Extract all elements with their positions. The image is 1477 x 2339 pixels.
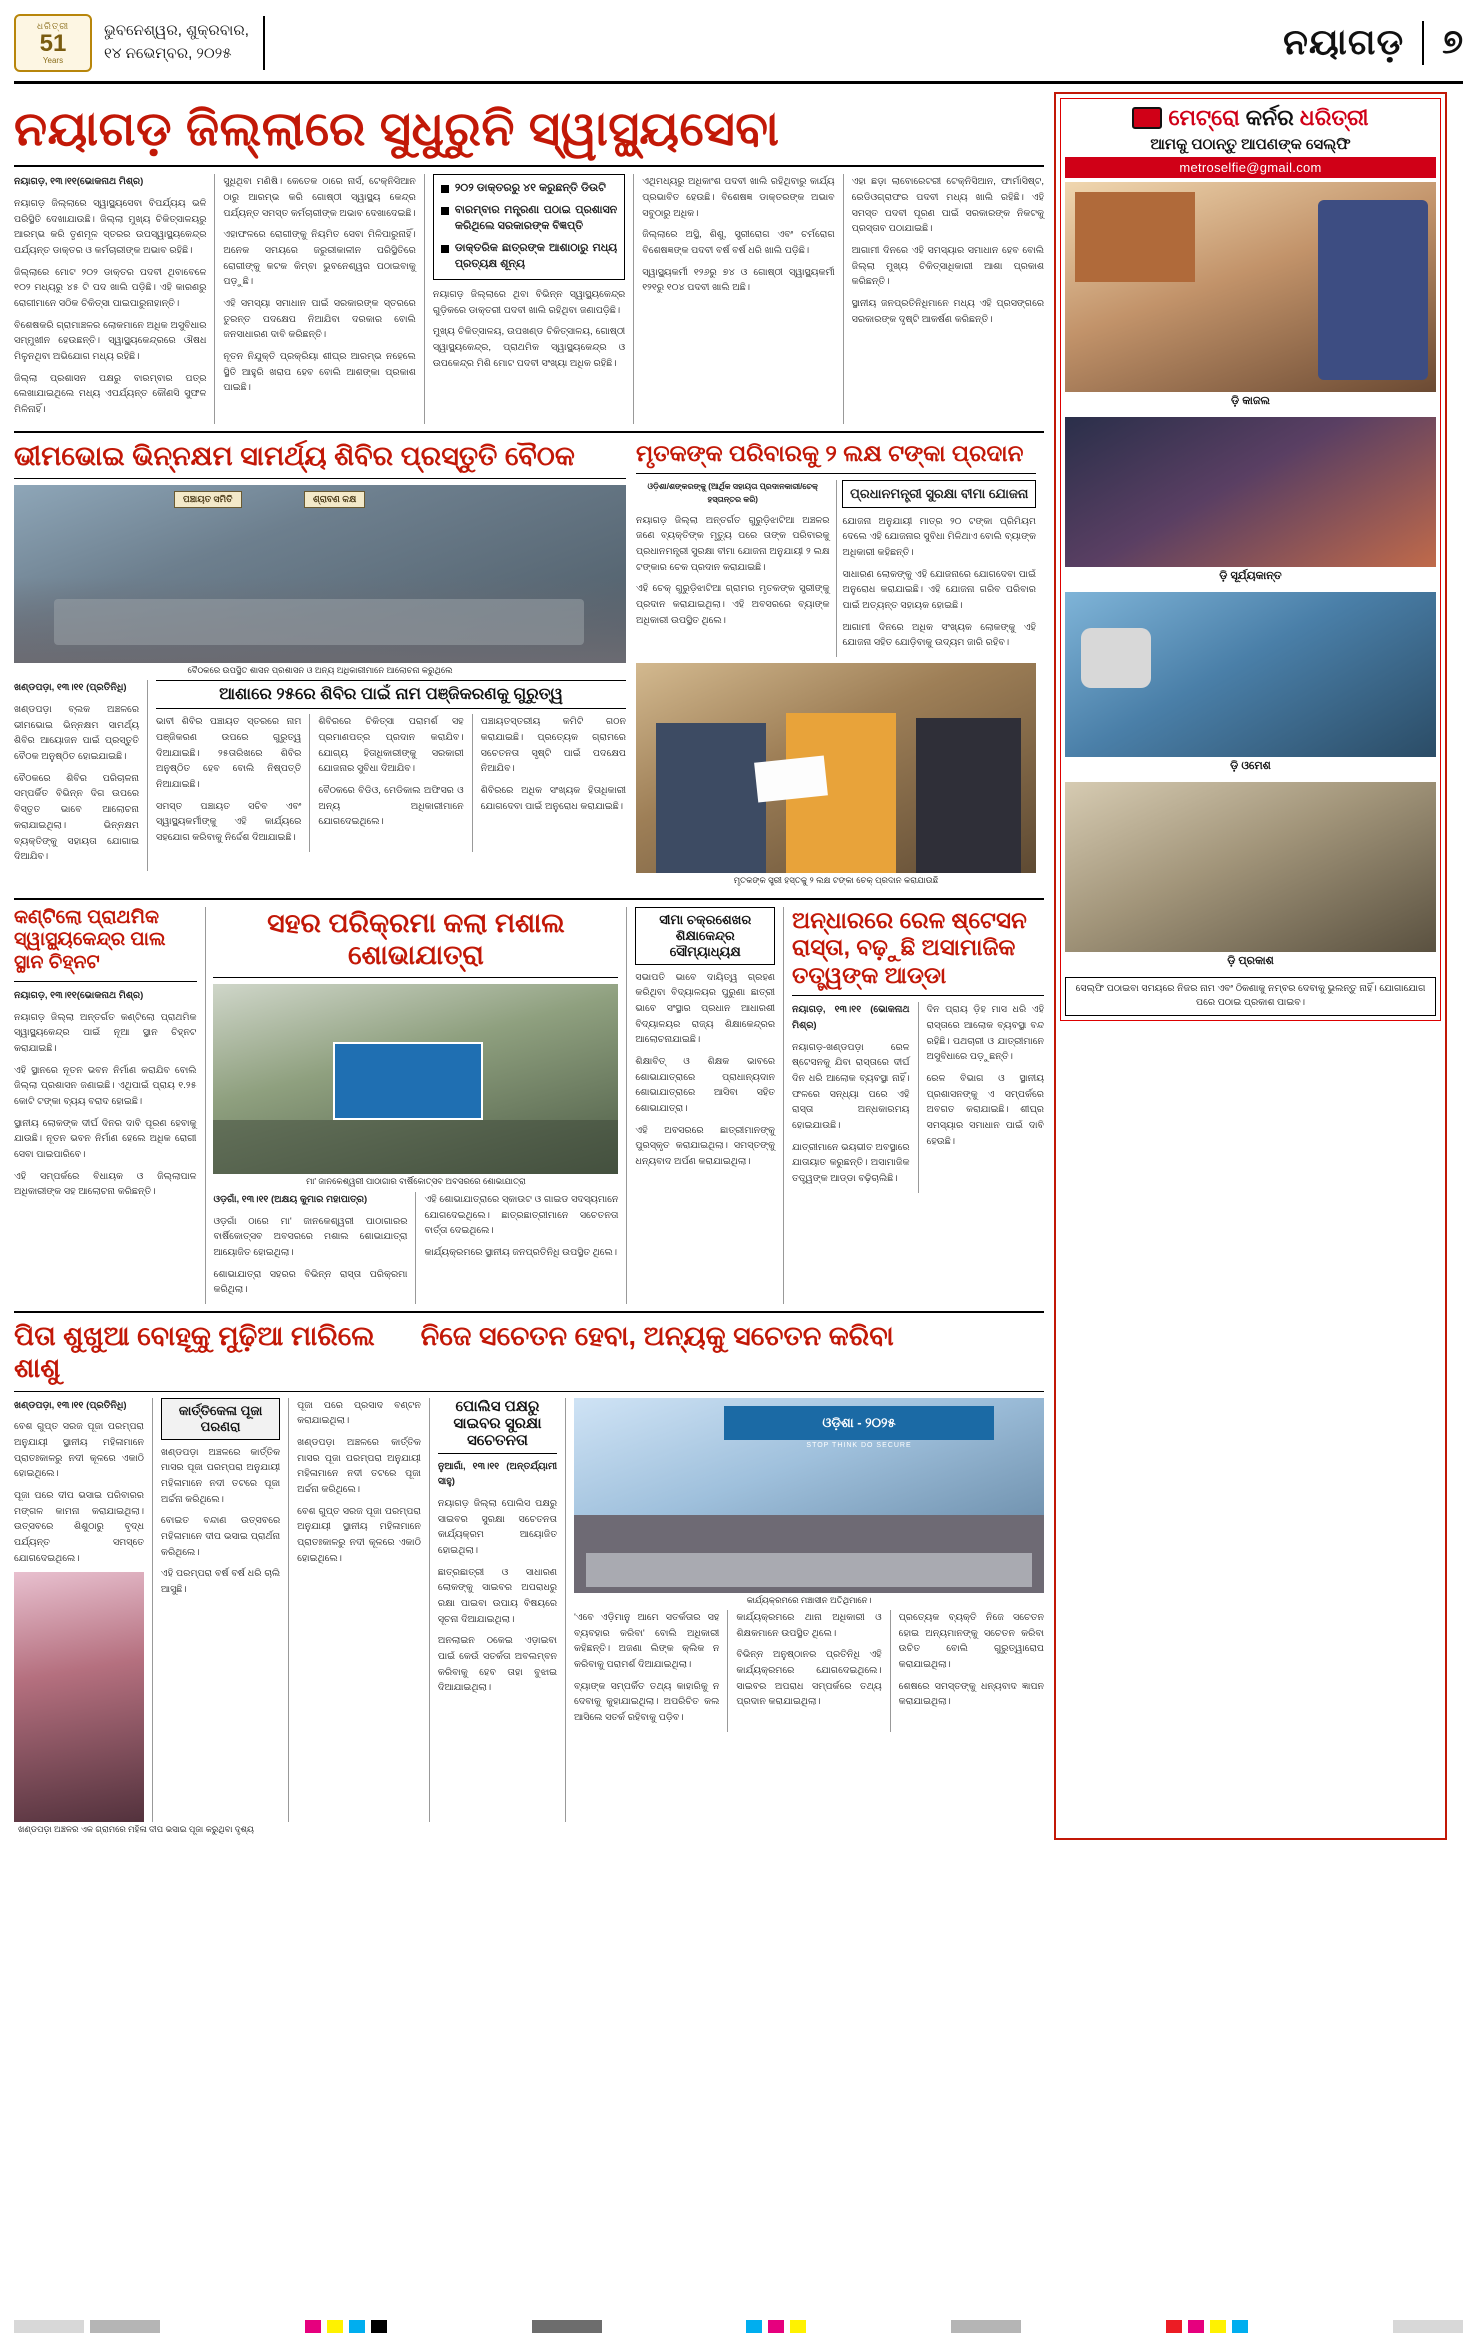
lead-col-4 [642,174,834,423]
asha-col-2 [318,714,463,851]
swatch-yellow [327,2320,343,2333]
parikrama-text [213,1192,618,1304]
lead-para: ସୁଧିଥିବା ମଣିଷି। କେତେକ ଠାରେ ନାର୍ସ, ଟେକ୍ନିସିଆନ ଠାରୁ ଆରମ୍ଭ କରି ଗୋଷ୍ଠୀ ସ୍ୱାସ୍ଥ୍ୟ କେନ୍ଦ୍ର ପର୍ଯ୍ୟନ୍ତ ସମସ୍ତ କର୍ମଚାରୀଙ୍କ ଅଭାବ ଦେଖାଦେଇଛି। [223,176,416,219]
compensation-para: ଆଗାମୀ ଦିନରେ ଅଧିକ ସଂଖ୍ୟକ ଲୋକଙ୍କୁ ଏହି ଯୋଜନା ସହିତ ଯୋଡ଼ିବାକୁ ଉଦ୍ୟମ ଜାରି ରହିବ। [842,621,1036,649]
masthead-divider [1422,21,1424,65]
bhimbhoi-photo [14,485,626,663]
ad-brand-row [1065,103,1436,134]
police-dateline: ନୁଆଗାଁ, ୧୩।୧୧ (ଅନ୍ତର୍ଯ୍ୟାମୀ ସାହୁ) [437,1460,558,1488]
compensation-para: ସାଧାରଣ ଲୋକଙ୍କୁ ଏହି ଯୋଜନାରେ ଯୋଗଦେବା ପାଇଁ ଅନୁରୋଧ କରାଯାଇଛି। ଏହି ଯୋଜନା ଗରିବ ପରିବାର ପାଇଁ ଅତ୍ୟନ୍ତ ସହାୟକ ହୋଇଛି। [842,568,1036,612]
column-rule [626,907,627,1304]
key-points-box [433,174,625,280]
section-divider [14,981,197,982]
selfie-caption-1: ଡ଼ି କାଜଲ [1230,395,1270,407]
asha-para: ସମସ୍ତ ପଞ୍ଚାୟତ ସଚିବ ଏବଂ ସ୍ୱାସ୍ଥ୍ୟକର୍ମୀଙ୍କୁ ଏହି କାର୍ଯ୍ୟରେ ସହଯୋଗ କରିବାକୁ ନିର୍ଦ୍ଦେଶ ଦିଆଯାଇଛି। [156,800,302,844]
police-para: 'ଏବେ ଏଡ଼ିମାନୁ ଆମେ ସତର୍କତାର ସହ ବ୍ୟବହାର କରିବା' ବୋଲି ଅଧିକାରୀ କହିଛନ୍ତି। ଅଜଣା ଲିଙ୍କ କ୍ଲିକ ନ କରିବାକୁ ପରାମର୍ଶ ଦିଆଯାଇଥିଲା। [574,1612,720,1671]
column-rule [727,1610,728,1732]
seema-para: ସଭାପତି ଭାବେ ଦାୟିତ୍ୱ ଗ୍ରହଣ କରିଥିବା ବିଦ୍ୟାଳୟର ପୁରୁଣା ଛାତ୍ରୀ ଭାବେ ସଂସ୍ଥାର ପ୍ରଧାନ ଆଧାରଶୀ ବିଦ୍ୟାଳୟର ରାଜ୍ୟ ଶିକ୍ଷାକେନ୍ଦ୍ରର ଆଲୋଚନାଯାଇଛି। [635,971,776,1046]
lead-dateline: ନୟାଗଡ଼, ୧୩।୧୧(ଭୋକନାଥ ମିଶ୍ର) [14,176,144,188]
kanjilo-text [14,988,197,1200]
kartika-para: ଏହି ପରମ୍ପରା ବର୍ଷ ବର୍ଷ ଧରି ଚାଲି ଆସୁଛି। [160,1568,281,1596]
seema-block [635,907,775,1304]
column-rule [205,907,206,1304]
compensation-subheads [636,480,1036,657]
ad-word-dharitri: ଧରିତ୍ରୀ [1299,105,1369,130]
column-rule [147,680,148,870]
column-rule [152,1398,153,1823]
lead-para: ବିଶେଷକରି ଗ୍ରାମାଞ୍ଚଳର ଲୋକମାନେ ଅଧିକ ଅସୁବିଧାର ସମ୍ମୁଖୀନ ହେଉଛନ୍ତି। ସ୍ୱାସ୍ଥ୍ୟକେନ୍ଦ୍ରରେ ଔଷଧ ମିଳୁନଥିବା ଅଭିଯୋଗ ମଧ୍ୟ ରହିଛି। [14,319,207,362]
column-rule [565,1398,566,1823]
rail-para: ନୟାଗଡ଼-ଖଣ୍ଡପଡ଼ା ରେଳ ଷ୍ଟେସନକୁ ଯିବା ରାସ୍ତାରେ ଦୀର୍ଘ ଦିନ ଧରି ଆଲୋକ ବ୍ୟବସ୍ଥା ନାହିଁ। ଫଳରେ ସନ୍ଧ୍ୟା ପରେ ଏହି ରାସ୍ତା ଅନ୍ଧକାରମୟ ହୋଇଯାଉଛି। [792,1041,910,1132]
row-two [14,440,1044,891]
key-point [441,181,617,197]
kartika-box [161,1398,280,1823]
rail-para: ଦିନ ପ୍ରାୟ ଡ଼ିହ ମାସ ଧରି ଏହି ରାସ୍ତାରେ ଆଲୋକ ବ୍ୟବସ୍ଥା ବନ୍ଦ ରହିଛି। ପଥଚାରୀ ଓ ଯାତ୍ରୀମାନେ ଅସୁବିଧାରେ ପଡ଼ୁଛନ୍ତି। [926,1004,1045,1063]
page-body [14,92,1463,1840]
masthead-dateline [104,16,265,70]
swatch-cyan-3 [1232,2320,1248,2333]
bhimbhoi-col-1 [14,680,139,870]
police-para: ଛାତ୍ରଛାତ୍ରୀ ଓ ସାଧାରଣ ଲୋକଙ୍କୁ ସାଇବର ଅପରାଧରୁ ରକ୍ଷା ପାଇବା ଉପାୟ ବିଷୟରେ ସୂଚନା ଦିଆଯାଇଥିଲା। [437,1566,558,1625]
compensation-para: ନୟାଗଡ଼ ଜିଲ୍ଲା ଅନ୍ତର୍ଗତ ଗୁରୁଡ଼ିଝାଟିଆ ଅଞ୍ଚଳର ଜଣେ ବ୍ୟକ୍ତିଙ୍କ ମୃତ୍ୟୁ ପରେ ତାଙ୍କ ପରିବାରକୁ ପ୍ରଧାନମନ୍ତ୍ରୀ ସୁରକ୍ଷା ବୀମା ଯୋଜନା ଅନୁଯାୟୀ ୨ ଲକ୍ଷ ଟଙ୍କାର ଚେକ ପ୍ରଦାନ କରାଯାଇଛି। [636,514,830,573]
ad-submission-note: ସେଲ୍ଫି ପଠାଇବା ସମୟରେ ନିଜର ନାମ ଏବଂ ଠିକଣାକୁ ନମ୍ବର ଦେବାକୁ ଭୁଲନ୍ତୁ ନାହିଁ। ଯୋଗାଯୋଗ ପରେ ପଠାଇ ପ୍ରକାଶ ପାଇବ। [1065,977,1436,1016]
column-rule [836,480,837,657]
kanjilo-para: ଏହି ସମ୍ପର୍କରେ ବିଧାୟକ ଓ ଜିଲ୍ଲାପାଳ ଅଧିକାରୀଙ୍କ ସହ ଆଲୋଚନା କରିଛନ୍ତି। [14,1170,197,1198]
pita-dateline: ଖଣ୍ଡପଡ଼ା, ୧୩।୧୧ (ପ୍ରତିନିଧି) [14,1399,127,1411]
compensation-scheme-badge: ପ୍ରଧାନମନ୍ତ୍ରୀ ସୁରକ୍ଷା ବୀମା ଯୋଜନା [842,480,1036,508]
seema-para: ଏହି ଅବସରରେ ଛାତ୍ରୀମାନଙ୍କୁ ପୁରସ୍କୃତ କରାଯାଇଥିଲା। ସମସ୍ତଙ୍କୁ ଧନ୍ୟବାଦ ଅର୍ପଣ କରାଯାଇଥିଲା। [635,1124,776,1167]
kanjilo-block [14,907,197,1304]
column-rule [472,714,473,851]
police-photo-block [574,1398,1044,1823]
board-label-2: ଶ୍ରାବଣ କକ୍ଷ [304,491,365,508]
police-para: ନୟାଗଡ଼ ଜିଲ୍ଲା ପୋଲିସ ପକ୍ଷରୁ ସାଇବର ସୁରକ୍ଷା ସଚେତନତା କାର୍ଯ୍ୟକ୍ରମ ଆୟୋଜିତ ହୋଇଥିଲା। [437,1497,558,1556]
grey-patch-mid-2 [951,2320,1021,2333]
ad-header [1060,98,1441,1021]
key-point-text: ୨୦୨ ଡାକ୍ତରରୁ ୪୧ କରୁଛନ୍ତି ଡିଉଟି [454,182,606,195]
compensation-para: ଏହି ଚେକ୍ ଗୁରୁଡ଼ିଝାଟିଆ ଗ୍ରାମର ମୃତକଙ୍କ ସ୍ତ୍ରୀଙ୍କୁ ପ୍ରଦାନ କରାଯାଇଥିଲା। ଏହି ଅବସରରେ ବ୍ୟାଙ୍କ ଅଧିକାରୀ ଉପସ୍ଥିତ ଥିଲେ। [636,583,830,626]
asha-headline: ଆଶାରେ ୨୫ରେ ଶିବିର ପାଇଁ ନାମ ପଞ୍ଜିକରଣକୁ ଗୁରୁତ୍ୱ [156,680,626,709]
column-rule [918,1002,919,1192]
bullet-square-icon [441,207,449,215]
key-point-text: ବାରମ୍ବାର ମନ୍ତ୍ରଣା ପଠାଇ ପ୍ରଶାସନ କରିଥିଲେ ସରକାରଙ୍କ ବିଜ୍ଞପ୍ତି [454,204,618,233]
rail-headline: ଅନ୍ଧାରରେ ରେଳ ଷ୍ଟେସନ ରାସ୍ତା, ବଢ଼ୁଛି ଅସାମାଜିକ ତତ୍ତ୍ୱଙ୍କ ଆଡ୍ଡା [792,906,1027,988]
ad-word-corner: କର୍ନର [1245,105,1294,130]
police-banner-sub: STOP THINK DO SECURE [806,1441,912,1449]
police-para: ପ୍ରତ୍ୟେକ ବ୍ୟକ୍ତି ନିଜେ ସଚେତନ ହୋଇ ଅନ୍ୟମାନଙ୍କୁ ସଚେତନ କରିବା ଉଚିତ ବୋଲି ଗୁରୁତ୍ୱାରୋପ କରାଯାଇଥିଲା। [898,1612,1045,1671]
swatch-yellow-3 [1210,2320,1226,2333]
column-rule [309,714,310,851]
asha-col-1 [156,714,301,851]
pita-para: ପୂଜା ପରେ ଦୀପ ଭସାଇ ପରିବାରର ମଙ୍ଗଳ କାମନା କରାଯାଇଥିଲା। ଉତ୍ସବରେ ଶିଶୁଠାରୁ ବୃଦ୍ଧ ପର୍ଯ୍ୟନ୍ତ ସମସ୍ତେ ଯୋଗଦେଇଥିଲେ। [14,1490,144,1564]
selfie-photo-2 [1065,417,1436,567]
pita-para: ବେଶ ଗୁପ୍ତ ସରଜ ପୂଜା ପରମ୍ପରା ଅନୁଯାୟୀ ସ୍ଥାନୀୟ ମହିଳାମାନେ ପ୍ରାତଃକାଳରୁ ନଦୀ କୂଳରେ ଏକାଠି ହୋଇଥିଲେ। [297,1505,421,1564]
police-headline: ନିଜେ ସଚେତନ ହେବା, ଅନ୍ୟକୁ ସଚେତନ କରିବା [420,1320,894,1351]
logo-years-label: Years [42,55,64,65]
column-rule [633,174,634,423]
key-point [441,203,617,235]
seema-text [635,970,775,1170]
compensation-photo [636,663,1036,873]
section-divider [14,1391,1044,1392]
ad-word-metro: ମେଟ୍ରୋ [1168,105,1240,130]
kanjilo-dateline: ନୟାଗଡ଼, ୧୩।୧୧(ଭୋକନାଥ ମିଶ୍ର) [14,989,144,1001]
police-para: ବିଭିନ୍ନ ଅନୁଷ୍ଠାନର ପ୍ରତିନିଧି ଏହି କାର୍ଯ୍ୟକ୍ରମରେ ଯୋଗଦେଇଥିଲେ। ସାଇବର ଅପରାଧ ସମ୍ପର୍କରେ ତଥ୍ୟ ପ୍ରଦାନ କରାଯାଇଥିଲା। [736,1649,882,1708]
lead-col-5 [852,174,1044,423]
lead-para: ଏହାଫଳରେ ରୋଗୀଙ୍କୁ ନିୟମିତ ସେବା ମିଳିପାରୁନାହିଁ। ଅନେକ ସମୟରେ ଜରୁରୀକାଳୀନ ପରିସ୍ଥିତିରେ ରୋଗୀଙ୍କୁ କଟକ କିମ୍ବା ଭୁବନେଶ୍ୱର ପଠାଇବାକୁ ପଡ଼ୁଛି। [223,229,416,288]
selfie-caption-3: ଡ଼ି ଓମେଶ [1230,760,1271,772]
lead-col-2 [223,174,415,423]
bhimbhoi-dateline: ଖଣ୍ଡପଡ଼ା, ୧୩।୧୧ (ପ୍ରତିନିଧି) [14,682,127,694]
logo-years-number: 51 [39,29,67,57]
asha-para: ପଞ୍ଚାୟତସ୍ତରୀୟ କମିଟି ଗଠନ କରାଯାଇଛି। ପ୍ରତ୍ୟେକ ଗ୍ରାମରେ ସଚେତନତା ସୃଷ୍ଟି ପାଇଁ ପଦକ୍ଷେପ ନିଆଯିବ। [480,716,627,775]
swatch-red [1166,2320,1182,2333]
masthead [14,10,1463,84]
rail-block [792,907,1044,1304]
lead-para: ମୁଖ୍ୟ ଚିକିତ୍ସାଳୟ, ଉପଖଣ୍ଡ ଚିକିତ୍ସାଳୟ, ଗୋଷ୍ଠୀ ସ୍ୱାସ୍ଥ୍ୟକେନ୍ଦ୍ର, ପ୍ରାଥମିକ ସ୍ୱାସ୍ଥ୍ୟକେନ୍ଦ୍ର ଓ ଉପକେନ୍ଦ୍ର ମିଶି ମୋଟ ପଦବୀ ସଂଖ୍ୟା ଅଧିକ ରହିଛି। [432,326,626,369]
pita-dateline-col [14,1398,144,1567]
selfie-photo-4 [1065,782,1436,952]
column-rule [843,174,844,423]
police-para: କାର୍ଯ୍ୟକ୍ରମରେ ଥାନା ଅଧିକାରୀ ଓ ଶିକ୍ଷକମାନେ ଉପସ୍ଥିତ ଥିଲେ। [736,1612,882,1639]
asha-block [156,680,626,870]
selfie-photo-3 [1065,592,1436,757]
key-point-text: ଡାକ୍ତରିକ ଛାତ୍ରଙ୍କ ଆଶାଠାରୁ ମଧ୍ୟ ପ୍ରତ୍ୟକ୍ଷ ଶୂନ୍ୟ [454,242,618,270]
kanjilo-para: ନୟାଗଡ଼ ଜିଲ୍ଲା ଅନ୍ତର୍ଗତ କଣ୍ଟିଲୋ ପ୍ରାଥମିକ ସ୍ୱାସ୍ଥ୍ୟକେନ୍ଦ୍ର ପାଇଁ ନୂଆ ସ୍ଥାନ ଚିହ୍ନଟ କରାଯାଇଛି। [14,1011,197,1054]
police-sub-col [438,1398,557,1823]
parikrama-photo [213,984,618,1174]
section-divider [14,898,1044,900]
police-subhead: ପୋଲିସ ପକ୍ଷରୁ ସାଇବର ସୁରକ୍ଷା ସଚେତନତା [438,1398,557,1454]
column-rule [429,1398,430,1823]
parikrama-para: ଓଡ଼ଗାଁ ଠାରେ ମା' ଜାନକେଶ୍ୱରୀ ପାଠାଗାରର ବାର୍ଷିକୋତ୍ସବ ଅବସରରେ ମଶାଲ ଶୋଭାଯାତ୍ରା ଆୟୋଜିତ ହୋଇଥିଲା। [213,1215,408,1258]
parikrama-col-2 [424,1192,618,1304]
edition-name: ନୟାଗଡ଼ [1283,21,1405,62]
police-para: ଅନଲାଇନ ଠକେଇ ଏଡ଼ାଇବା ପାଇଁ କେଉଁ ସତର୍କତା ଅବଲମ୍ବନ କରିବାକୁ ହେବ ତାହା ବୁଝାଇ ଦିଆଯାଇଥିଲା। [437,1635,558,1694]
print-color-bar [14,2320,1463,2333]
ad-tagline: ଆମକୁ ପଠାନ୍ତୁ ଆପଣଙ୍କ ସେଲ୍ଫି [1150,136,1351,153]
bhimbhoi-text [14,680,626,870]
selfie-photo-1 [1065,182,1436,392]
parikrama-para: ଏହି ଶୋଭାଯାତ୍ରାରେ ସ୍କାଉଟ ଓ ଗାଇଡ ସଦସ୍ୟମାନେ ଯୋଗଦେଇଥିଲେ। ଛାତ୍ରଛାତ୍ରୀମାନେ ସଚେତନତା ବାର୍ତ୍ତା ଦେଇଥିଲେ। [424,1193,619,1237]
seema-para: ଶିକ୍ଷାବିତ୍ ଓ ଶିକ୍ଷକ ଭାବରେ ଶୋଭାଯାତ୍ରାରେ ପ୍ରାଧାନ୍ୟଦାନ ଶୋଭାଯାତ୍ରାରେ ଆସିବା ସହିତ ଶୋଭାଯାତ୍ରା। [635,1055,776,1114]
column-rule [415,1192,416,1304]
pita-photo [14,1572,144,1822]
asha-para: ଶିବିରରେ ଚିକିତ୍ସା ପରାମର୍ଶ ସହ ପ୍ରମାଣପତ୍ର ପ୍ରଦାନ କରାଯିବ। ଯୋଗ୍ୟ ହିତାଧିକାରୀଙ୍କୁ ସରକାରୀ ଯୋଜନାର ସୁବିଧା ଦିଆଯିବ। [318,716,464,775]
police-para: ଶେଷରେ ସମସ୍ତଙ୍କୁ ଧନ୍ୟବାଦ ଜ୍ଞାପନ କରାଯାଇଥିଲା। [898,1680,1045,1708]
parikrama-para: ଶୋଭାଯାତ୍ରା ସହରର ବିଭିନ୍ନ ରାସ୍ତା ପରିକ୍ରମା କରିଥିଲା। [213,1268,408,1296]
pita-para: ଖଣ୍ଡପଡ଼ା ଅଞ୍ଚଳରେ କାର୍ତ୍ତିକ ମାସର ପୂଜା ପରମ୍ପରା ଅନୁଯାୟୀ ମହିଳାମାନେ ନଦୀ ତଟରେ ପୂଜା ଅର୍ଚ୍ଚନା କରିଥିଲେ। [297,1436,421,1495]
section-divider [213,977,618,978]
police-photo-caption: କାର୍ଯ୍ୟକ୍ରମରେ ମଞ୍ଚାସୀନ ଅତିଥିମାନେ। [746,1594,872,1605]
kanjilo-para: ଏହି ସ୍ଥାନରେ ନୂତନ ଭବନ ନିର୍ମାଣ କରାଯିବ ବୋଲି ଜିଲ୍ଲା ପ୍ରଶାସନ ଜଣାଇଛି। ଏଥିପାଇଁ ପ୍ରାୟ ୧.୨୫ କୋଟି ଟଙ୍କା ବ୍ୟୟ ବରାଦ ହୋଇଛି। [14,1064,197,1107]
pita-para: ପୂଜା ପରେ ପ୍ରସାଦ ବଣ୍ଟନ କରାଯାଇଥିଲା। [297,1399,421,1427]
compensation-col-2 [842,480,1036,657]
bhimbhoi-block [14,440,626,891]
lead-para: ସ୍ଥାନୀୟ ଜନପ୍ରତିନିଧିମାନେ ମଧ୍ୟ ଏହି ପ୍ରସଙ୍ଗରେ ସରକାରଙ୍କ ଦୃଷ୍ଟି ଆକର୍ଷଣ କରିଛନ୍ତି। [851,297,1045,325]
camera-icon [1132,107,1162,129]
masthead-place: ଭୁବନେଶ୍ୱର, ଶୁକ୍ରବାର, [104,22,249,39]
pita-col-3 [297,1398,421,1823]
bhimbhoi-headline: ଭୀମଭୋଇ ଭିନ୍ନକ୍ଷମ ସାମର୍ଥ୍ୟ ଶିବିର ପ୍ରସ୍ତୁତି ବୈଠକ [14,440,575,471]
grey-patch-dark [532,2320,602,2333]
lead-headline: ନୟାଗଡ଼ ଜିଲ୍ଲାରେ ସୁଧୁରୁନି ସ୍ୱାସ୍ଥ୍ୟସେବା [14,102,1044,167]
seema-headline: ସୀମା ଚକ୍ରଶେଖର ଶିକ୍ଷାକେନ୍ଦ୍ର ସୌମ୍ୟାଧ୍ୟକ୍ଷ [635,907,775,965]
swatch-magenta-3 [1188,2320,1204,2333]
lead-para: ଏହା ଛଡ଼ା ଲାବୋରେଟରୀ ଟେକ୍ନିସିଆନ, ଫାର୍ମାସିଷ୍ଟ, ରେଡିଓଗ୍ରାଫର ପଦବୀ ମଧ୍ୟ ଖାଲି ରହିଛି। ଏହି ସମସ୍ତ ପଦବୀ ପୂରଣ ପାଇଁ ସରକାରଙ୍କ ନିକଟକୁ ପ୍ରସ୍ତାବ ପଠାଯାଇଛି। [851,176,1045,235]
asha-para: ଭାବୀ ଶିବିର ପଞ୍ଚାୟତ ସ୍ତରରେ ନାମ ପଞ୍ଜିକରଣ ଉପରେ ଗୁରୁତ୍ୱ ଦିଆଯାଇଛି। ୨୫ତାରିଖରେ ଶିବିର ଅନୁଷ୍ଠିତ ହେବ ବୋଲି ନିଷ୍ପତ୍ତି ନିଆଯାଇଛି। [156,716,302,791]
bhimbhoi-photo-caption: ବୈଠକରେ ଉପସ୍ଥିତ ଶାସନ ପ୍ରଶାସନ ଓ ଅନ୍ୟ ଅଧିକାରୀମାନେ ଆଲୋଚନା କରୁଥିଲେ [187,664,453,675]
lead-para: ନୂତନ ନିଯୁକ୍ତି ପ୍ରକ୍ରିୟା ଶୀଘ୍ର ଆରମ୍ଭ ନହେଲେ ସ୍ଥିତି ଆହୁରି ଖରାପ ହେବ ବୋଲି ଆଶଙ୍କା ପ୍ରକାଶ ପାଇଛି। [223,350,416,394]
compensation-para: ଯୋଜନା ଅନୁଯାୟୀ ମାତ୍ର ୨୦ ଟଙ୍କା ପ୍ରିମିୟମ ଦେଲେ ଏହି ଯୋଜନାର ସୁବିଧା ମିଳିଥାଏ ବୋଲି ବ୍ୟାଙ୍କ ଅଧିକାରୀ କହିଛନ୍ତି। [842,515,1036,559]
lead-para: ଜିଲ୍ଲା ପ୍ରଶାସନ ପକ୍ଷରୁ ବାରମ୍ବାର ପତ୍ର ଲେଖାଯାଇଥିଲେ ମଧ୍ୟ ଏପର୍ଯ୍ୟନ୍ତ କୌଣସି ସୁଫଳ ମିଳିନାହିଁ। [14,372,207,415]
asha-cols [156,714,626,851]
parikrama-headline: ସହର ପରିକ୍ରମା କଲା ମଶାଲ ଶୋଭାଯାତ୍ରା [267,907,565,970]
compensation-headline: ମୃତକଙ୍କ ପରିବାରକୁ ୨ ଲକ୍ଷ ଟଙ୍କା ପ୍ରଦାନ [636,439,1024,466]
parikrama-block [213,907,618,1304]
swatch-cyan-2 [746,2320,762,2333]
publication-logo [14,14,92,72]
metro-corner-ad [1054,92,1447,1840]
column-rule [890,1610,891,1732]
asha-col-3 [481,714,626,851]
page-number: ୭ [1442,23,1463,61]
grey-patch-light-2 [1393,2320,1463,2333]
rail-dateline: ନୟାଗଡ଼, ୧୩।୧୧ (ଭୋକନାଥ ମିଶ୍ର) [792,1004,910,1032]
compensation-sub-left: ଓଡ଼ିଶା/ଶଙ୍କରଙ୍କୁ (ଆର୍ଥିକ ସହାୟତା ପ୍ରଦାନକାରୀ/ଚେକ୍ ହସ୍ତାନ୍ତର କରି) [647,482,818,505]
row-three [14,907,1044,1304]
parikrama-photo-caption: ମା' ଜାନକେଶ୍ୱରୀ ପାଠାଗାର ବାର୍ଷିକୋତ୍ସବ ଅବସରରେ ଶୋଭାଯାତ୍ରା [306,1176,526,1187]
section-divider [636,473,1036,474]
row-four-headlines [14,1320,1044,1385]
compensation-col-1 [636,480,830,657]
police-col-2 [574,1610,719,1732]
kartika-box-head: କାର୍ତ୍ତିକେଳା ପୂଜା ପରଣରା [161,1398,280,1440]
lead-para: ଏଥିମଧ୍ୟରୁ ଅଧିକାଂଶ ପଦବୀ ଖାଲି ରହିଥିବାରୁ କାର୍ଯ୍ୟ ପ୍ରଭାବିତ ହେଉଛି। ବିଶେଷଜ୍ଞ ଡାକ୍ତରଙ୍କ ଅଭାବ ସବୁଠାରୁ ଅଧିକ। [642,176,835,219]
masthead-date: ୧୪ ନଭେମ୍ବର, ୨୦୨୫ [104,44,232,62]
police-col-3 [736,1610,881,1732]
lead-para: ଜିଲ୍ଲାରେ ମୋଟ ୨୦୨ ଡାକ୍ତର ପଦବୀ ଥିବାବେଳେ ୧୦୨ ମଧ୍ୟରୁ ୪୫ ଟି ପଦ ଖାଲି ପଡ଼ିଛି। ଏହି କାରଣରୁ ରୋଗୀମାନେ ସଠିକ ଚିକିତ୍ସା ପାଇପାରୁନାହାନ୍ତି। [14,266,207,309]
ad-email[interactable]: metroselfie@gmail.com [1065,157,1436,178]
asha-para: ଶିବିରରେ ଅଧିକ ସଂଖ୍ୟକ ହିତାଧିକାରୀ ଯୋଗଦେବା ପାଇଁ ଅନୁରୋଧ କରାଯାଇଛି। [480,785,627,812]
column-rule [783,907,784,1304]
swatch-black [371,2320,387,2333]
parikrama-dateline: ଓଡ଼ଗାଁ, ୧୩।୧୧ (ଅକ୍ଷୟ କୁମାର ମହାପାତ୍ର) [213,1193,368,1205]
logo-top-text: ଧରିତ୍ରୀ [36,20,70,31]
rail-para: ଯାତ୍ରୀମାନେ ଭୟଭୀତ ଅବସ୍ଥାରେ ଯାତାୟାତ କରୁଛନ୍ତି। ଅସାମାଜିକ ତତ୍ତ୍ୱଙ୍କ ଆଡ୍ଡା ବଢ଼ିଚାଲିଛି। [792,1141,910,1185]
kartika-para: ଖଣ୍ଡପଡ଼ା ଅଞ୍ଚଳରେ କାର୍ତ୍ତିକ ମାସର ପୂଜା ପରମ୍ପରା ଅନୁଯାୟୀ ମହିଳାମାନେ ନଦୀ ତଟରେ ପୂଜା ଅର୍ଚ୍ଚନା କରିଥିଲେ। [160,1446,281,1505]
rail-col-2 [927,1002,1045,1192]
pita-para: ବେଶ ଗୁପ୍ତ ସରଜ ପୂଜା ପରମ୍ପରା ଅନୁଯାୟୀ ସ୍ଥାନୀୟ ମହିଳାମାନେ ପ୍ରାତଃକାଳରୁ ନଦୀ କୂଳରେ ଏକାଠି ହୋଇଥିଲେ। [14,1421,144,1480]
kanjilo-headline: କଣ୍ଟିଲୋ ପ୍ରାଥମିକ ସ୍ୱାସ୍ଥ୍ୟକେନ୍ଦ୍ର ପାଲ ସ୍ଥାନ ଚିହ୍ନଟ [14,906,166,974]
parikrama-para: କାର୍ଯ୍ୟକ୍ରମରେ ସ୍ଥାନୀୟ ଜନପ୍ରତିନିଧି ଉପସ୍ଥିତ ଥିଲେ। [424,1246,618,1258]
bhimbhoi-para: ଖଣ୍ଡପଡ଼ା ବ୍ଲକ ଅଞ୍ଚଳରେ ଭୀମଭୋଇ ଭିନ୍ନକ୍ଷମ ସାମର୍ଥ୍ୟ ଶିବିର ଆୟୋଜନ ପାଇଁ ପ୍ରସ୍ତୁତି ବୈଠକ ଅନୁଷ୍ଠିତ ହୋଇଯାଇଛି। [14,704,140,763]
rail-col-1 [792,1002,910,1192]
kartika-text [161,1445,280,1598]
lead-col-3 [433,174,625,423]
swatch-cyan [349,2320,365,2333]
section-divider [14,478,626,479]
section-divider [14,1311,1044,1313]
pita-headline: ପିତା ଶୁଖୁଆ ବୋହୂକୁ ମୁଢ଼ିଆ ମାରିଲେ ଶାଶୁ [14,1320,375,1384]
key-point [441,241,617,273]
lead-para: ଏହି ସମସ୍ୟା ସମାଧାନ ପାଇଁ ସରକାରଙ୍କ ସ୍ତରରେ ତୁରନ୍ତ ପଦକ୍ଷେପ ନିଆଯିବା ଦରକାର ବୋଲି ଜନସାଧାରଣ ଦାବି କରିଛନ୍ତି। [223,297,416,341]
lead-para: ସ୍ୱାସ୍ଥ୍ୟକର୍ମୀ ୧୨୬ରୁ ୭୪ ଓ ଗୋଷ୍ଠୀ ସ୍ୱାସ୍ଥ୍ୟକର୍ମୀ ୧୨୧ରୁ ୧୦୪ ପଦବୀ ଖାଲି ଅଛି। [642,266,835,294]
police-bottom-text [574,1610,1044,1732]
lead-para: ଜିଲ୍ଲାରେ ଅସ୍ଥି, ଶିଶୁ, ସ୍ତ୍ରୀରୋଗ ଏବଂ ଚର୍ମରୋଗ ବିଶେଷଜ୍ଞଙ୍କ ପଦବୀ ବର୍ଷ ବର୍ଷ ଧରି ଖାଲି ପଡ଼ିଛି। [642,229,835,256]
bullet-square-icon [441,245,449,253]
asha-para: ବୈଠକରେ ବିଡିଓ, ମେଡିକାଲ ଅଫିସର ଓ ଅନ୍ୟ ଅଧିକାରୀମାନେ ଯୋଗଦେଇଥିଲେ। [318,785,464,828]
pita-photo-caption: ଖଣ୍ଡପଡ଼ା ଅଞ୍ଚଳର ଏକ ଗ୍ରାମରେ ମହିଳା ଦୀପ ଭସାଇ ପୂଜା କରୁଥିବା ଦୃଶ୍ୟ [18,1824,254,1835]
column-rule [424,174,425,423]
pita-left-col [14,1398,144,1823]
compensation-block [636,440,1036,891]
swatch-magenta [305,2320,321,2333]
section-divider [14,431,1044,433]
police-para: ବ୍ୟାଙ୍କ ସମ୍ପର୍କିତ ତଥ୍ୟ କାହାରିକୁ ନ ଦେବାକୁ କୁହାଯାଇଥିଲା। ଅପରିଚିତ କଲ ଆସିଲେ ସତର୍କ ରହିବାକୁ ପଡ଼ିବ। [574,1680,720,1724]
swatch-magenta-2 [768,2320,784,2333]
swatch-yellow-2 [790,2320,806,2333]
kartika-para: ବୋଇତ ବନ୍ଦାଣ ଉତ୍ସବରେ ମହିଳାମାନେ ଦୀପ ଭସାଇ ପ୍ରାର୍ଥନା କରିଥିଲେ। [160,1515,281,1558]
grey-patch-light [14,2320,84,2333]
lead-para: ନୟାଗଡ଼ ଜିଲ୍ଲାରେ ସ୍ୱାସ୍ଥ୍ୟସେବା ବିପର୍ଯ୍ୟୟ ଭଳି ପରିସ୍ଥିତି ଦେଖାଯାଉଛି। ଜିଲ୍ଲା ମୁଖ୍ୟ ଚିକିତ୍ସାଳୟରୁ ଆରମ୍ଭ କରି ତୃଣମୂଳ ସ୍ତରର ଉପସ୍ୱାସ୍ଥ୍ୟକେନ୍ଦ୍ର ପର୍ଯ୍ୟନ୍ତ ଡାକ୍ତର ଓ କର୍ମଚାରୀଙ୍କ ଅଭାବ ରହିଛି। [14,197,207,256]
lead-para: ଆଗାମୀ ଦିନରେ ଏହି ସମସ୍ୟାର ସମାଧାନ ହେବ ବୋଲି ଜିଲ୍ଲା ମୁଖ୍ୟ ଚିକିତ୍ସାଧିକାରୀ ଆଶା ପ୍ରକାଶ କରିଛନ୍ତି। [851,244,1045,288]
parikrama-col-1 [213,1192,407,1304]
rail-text [792,1002,1044,1192]
selfie-caption-4: ଡ଼ି ପ୍ରକାଶ [1227,955,1274,967]
compensation-photo-caption: ମୃତକଙ୍କ ସ୍ତ୍ରୀ ହସ୍ତକୁ ୨ ଲକ୍ଷ ଟଙ୍କା ଚେକ୍ ପ୍ରଦାନ କରାଯାଉଛି [733,875,939,886]
masthead-right [1283,21,1463,65]
board-label-1: ପଞ୍ଚାୟତ ସମିତି [174,491,242,508]
kanjilo-para: ସ୍ଥାନୀୟ ଲୋକଙ୍କ ଦୀର୍ଘ ଦିନର ଦାବି ପୂରଣ ହେବାକୁ ଯାଉଛି। ନୂତନ ଭବନ ନିର୍ମାଣ ହେଲେ ଅଧିକ ରୋଗୀ ସେବା ପାଇପାରିବେ। [14,1117,197,1161]
column-rule [214,174,215,423]
grey-patch-mid [90,2320,160,2333]
lead-para: ନୟାଗଡ଼ ଜିଲ୍ଲାରେ ଥିବା ବିଭିନ୍ନ ସ୍ୱାସ୍ଥ୍ୟକେନ୍ଦ୍ର ଗୁଡ଼ିକରେ ଡାକ୍ତରୀ ପଦବୀ ଖାଲି ରହିଥିବା ଜଣାପଡ଼ିଛି। [432,288,626,316]
lead-story [14,174,1044,423]
row-four-body [14,1398,1044,1823]
police-col-1 [438,1459,557,1696]
main-content [14,92,1044,1840]
police-col-4 [899,1610,1044,1732]
police-banner-title: ଓଡ଼ିଶା - ୨୦୨୫ [724,1406,994,1440]
section-divider [792,995,1044,996]
selfie-caption-2: ଡ଼ି ସୂର୍ଯ୍ୟକାନ୍ତ [1219,570,1282,582]
police-photo [574,1398,1044,1593]
column-rule [288,1398,289,1823]
rail-para: ରେଳ ବିଭାଗ ଓ ସ୍ଥାନୀୟ ପ୍ରଶାସନଙ୍କୁ ଏ ସମ୍ପର୍କରେ ଅବଗତ କରାଯାଇଛି। ଶୀଘ୍ର ସମସ୍ୟାର ସମାଧାନ ପାଇଁ ଦାବି ହେଉଛି। [926,1073,1045,1147]
bullet-square-icon [441,185,449,193]
lead-col-1 [14,174,206,423]
bhimbhoi-para: ବୈଠକରେ ଶିବିର ପରିଚାଳନା ସମ୍ପର୍କିତ ବିଭିନ୍ନ ଦିଗ ଉପରେ ବିସ୍ତୃତ ଭାବେ ଆଲୋଚନା କରାଯାଇଥିଲା। ଭିନ୍ନକ୍ଷମ ବ୍ୟକ୍ତିଙ୍କୁ ସହାୟତା ଯୋଗାଇ ଦିଆଯିବ। [14,772,140,863]
